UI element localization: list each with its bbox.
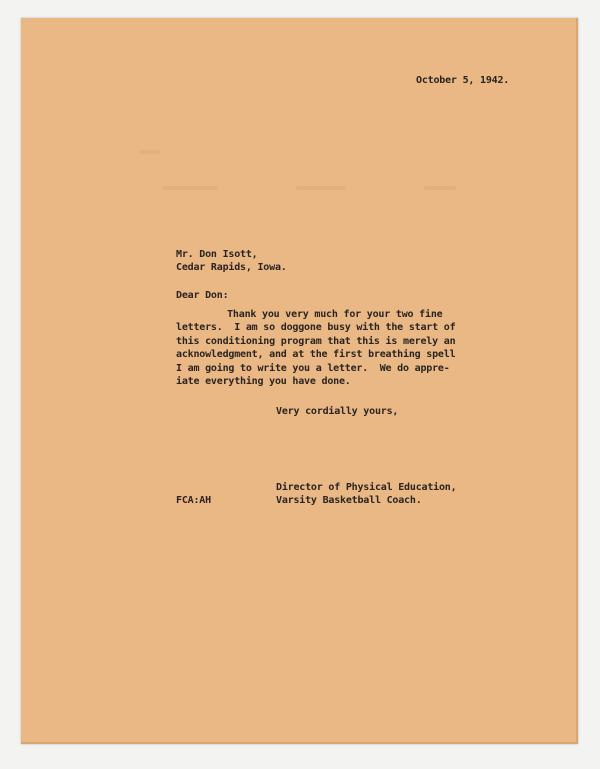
salutation: Dear Don:	[176, 290, 229, 301]
recipient-city: Cedar Rapids, Iowa.	[176, 262, 287, 273]
body-line: I am going to write you a letter. We do appre-	[176, 363, 450, 374]
paper-edge	[576, 18, 578, 744]
body-line: this conditioning program that this is merely an	[176, 336, 456, 347]
body-line: Thank you very much for your two fine	[198, 309, 443, 320]
body-line: acknowledgment, and at the first breathing spell	[176, 349, 456, 360]
closing: Very cordially yours,	[276, 406, 399, 417]
signature-title: Director of Physical Education,	[276, 482, 457, 493]
paper-edge	[21, 742, 578, 744]
recipient-name: Mr. Don Isott,	[176, 249, 258, 260]
letter-date: October 5, 1942.	[416, 75, 510, 86]
body-line: letters. I am so doggone busy with the start of	[176, 322, 456, 333]
bleed-through-mark	[140, 150, 160, 154]
signature-title: Varsity Basketball Coach.	[276, 495, 422, 506]
bleed-through-mark	[424, 186, 456, 190]
reference-initials: FCA:AH	[176, 495, 211, 506]
bleed-through-mark	[296, 186, 346, 190]
body-line: iate everything you have done.	[176, 376, 351, 387]
bleed-through-mark	[162, 186, 218, 190]
